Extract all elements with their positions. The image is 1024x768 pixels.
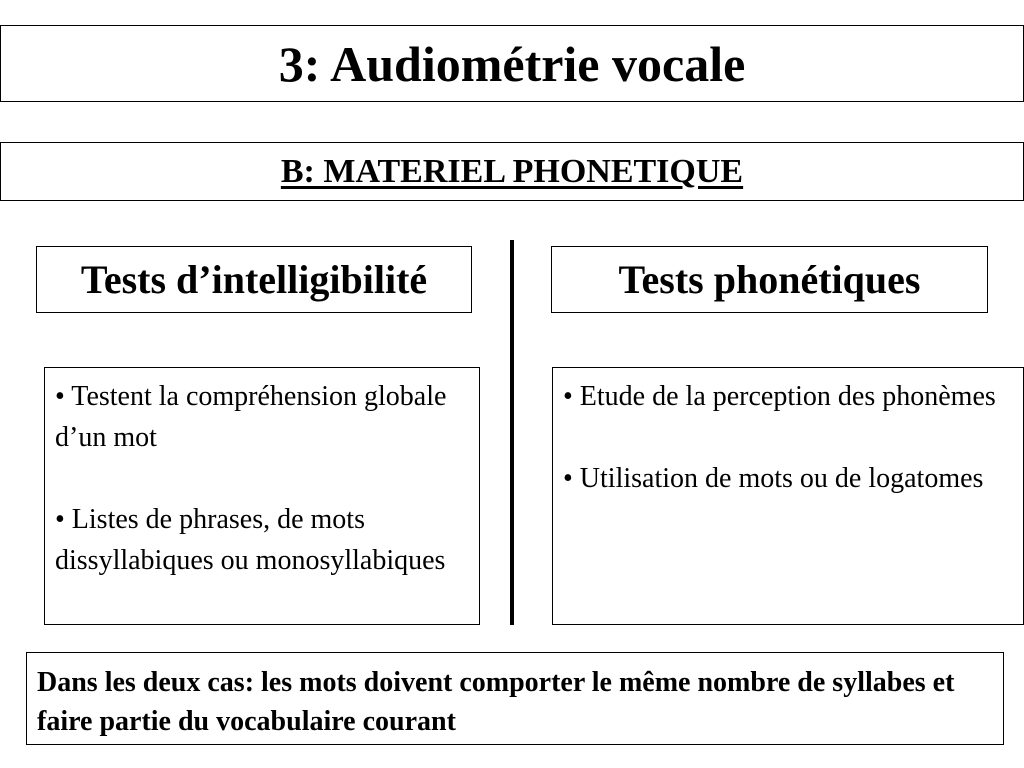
phonetic-bullets-box [552,367,1024,625]
phonetic-heading-box [551,246,988,313]
bullet-item: • Utilisation de mots ou de logatomes [563,463,984,494]
subtitle-box [0,142,1024,201]
phonetic-heading: Tests phonétiques [618,256,921,302]
slide-title: 3: Audiométrie vocale [278,35,746,92]
bullet-item: • Listes de phrases, de mots dissyllabiques ou monosyllabiques [55,504,446,576]
conclusion-note: Dans les deux cas: les mots doivent comporter le même nombre de syllabes et faire partie du vocabulaire courant [37,667,955,737]
bullet-item: • Testent la compréhension globale d’un mot [55,381,447,453]
conclusion-note-box [26,652,1004,745]
intelligibility-heading: Tests d’intelligibilité [80,256,428,302]
title-box [0,25,1024,102]
bullet-item: • Etude de la perception des phonèmes [563,381,996,412]
column-divider [510,240,514,625]
intelligibility-heading-box [36,246,472,313]
intelligibility-bullets-box [44,367,480,625]
slide-subtitle: B: MATERIEL PHONETIQUE [280,152,744,190]
